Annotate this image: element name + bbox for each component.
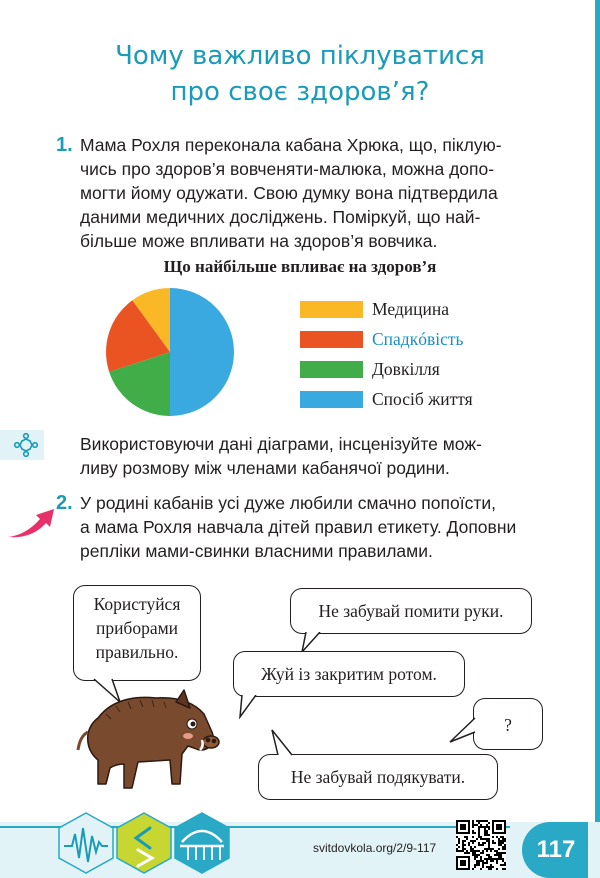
legend-item bbox=[300, 328, 540, 350]
legend-item bbox=[300, 358, 540, 380]
page-number: 117 bbox=[536, 836, 576, 863]
footer-url[interactable]: svitdovkola.org/2/9-117 bbox=[313, 841, 437, 855]
legend-label: Медицина bbox=[372, 299, 449, 319]
task-1-line: чись про здоров’я вовченяти-малюка, можна допо- bbox=[80, 159, 495, 179]
code-brackets-icon[interactable] bbox=[116, 812, 172, 874]
task-1-followup-text bbox=[80, 432, 554, 480]
pie-slice bbox=[170, 288, 234, 416]
pink-arrow-icon bbox=[6, 503, 56, 543]
bubble-line: правильно. bbox=[95, 642, 179, 662]
page-title bbox=[0, 38, 600, 110]
bridge-icon[interactable] bbox=[174, 812, 230, 874]
legend-label: Спадкóвість bbox=[372, 329, 464, 349]
sound-wave-icon[interactable] bbox=[58, 812, 114, 874]
legend-label: Довкілля bbox=[372, 359, 440, 379]
speech-bubble-tail bbox=[448, 716, 476, 744]
speech-bubble-tail bbox=[270, 728, 300, 756]
bubble-line: приборами bbox=[95, 618, 179, 638]
task-2-line: У родині кабанів усі дуже любили смачно попоїсти, bbox=[80, 493, 496, 513]
legend-swatch bbox=[300, 361, 363, 378]
speech-bubble-tail bbox=[238, 695, 260, 719]
legend-item bbox=[300, 388, 540, 410]
speech-bubble-thank: Не забувай подякувати. bbox=[258, 754, 498, 800]
legend-item bbox=[300, 298, 540, 320]
legend-swatch bbox=[300, 331, 363, 348]
group-activity-icon bbox=[12, 431, 40, 459]
task-1-text bbox=[80, 133, 554, 253]
bubble-line: Користуйся bbox=[93, 594, 181, 614]
pie-chart bbox=[105, 287, 235, 417]
chart-title: Що найбільше впливає на здоров’я bbox=[163, 257, 437, 276]
speech-bubble-chew: Жуй із закритим ротом. bbox=[233, 651, 465, 697]
followup-line: ливу розмову між членами кабанячої родини. bbox=[80, 458, 450, 478]
page-edge-strip bbox=[595, 0, 600, 878]
legend-label: Спосіб життя bbox=[372, 389, 473, 409]
task-2-number: 2. bbox=[56, 492, 73, 514]
page-title-line-2: про своє здоров’я? bbox=[170, 77, 430, 107]
task-2-line: а мама Рохля навчала дітей правил етикету. Доповни bbox=[80, 517, 517, 537]
task-2-text bbox=[80, 491, 554, 563]
task-1-line: Мама Рохля переконала кабана Хрюка, що, піклую- bbox=[80, 135, 502, 155]
task-1-line: даними медичних досліджень. Поміркуй, що най- bbox=[80, 207, 481, 227]
speech-bubble-utensils bbox=[73, 585, 201, 681]
page-title-line-1: Чому важливо піклуватися bbox=[115, 41, 485, 71]
qr-code[interactable] bbox=[456, 820, 506, 870]
speech-bubble-wash-hands: Не забувай помити руки. bbox=[290, 588, 532, 634]
speech-bubble-empty: ? bbox=[473, 698, 543, 750]
boar-illustration bbox=[76, 680, 226, 800]
task-1-line: могти йому одужати. Свою думку вона підтвердила bbox=[80, 183, 498, 203]
task-1-line: більше може впливати на здоров’я вовчика. bbox=[80, 231, 438, 251]
task-2-line: репліки мами-свинки власними правилами. bbox=[80, 541, 433, 561]
followup-line: Використовуючи дані діаграми, інсценізуйте мож- bbox=[80, 434, 482, 454]
legend-swatch bbox=[300, 301, 363, 318]
legend-swatch bbox=[300, 391, 363, 408]
task-1-number: 1. bbox=[56, 134, 73, 156]
